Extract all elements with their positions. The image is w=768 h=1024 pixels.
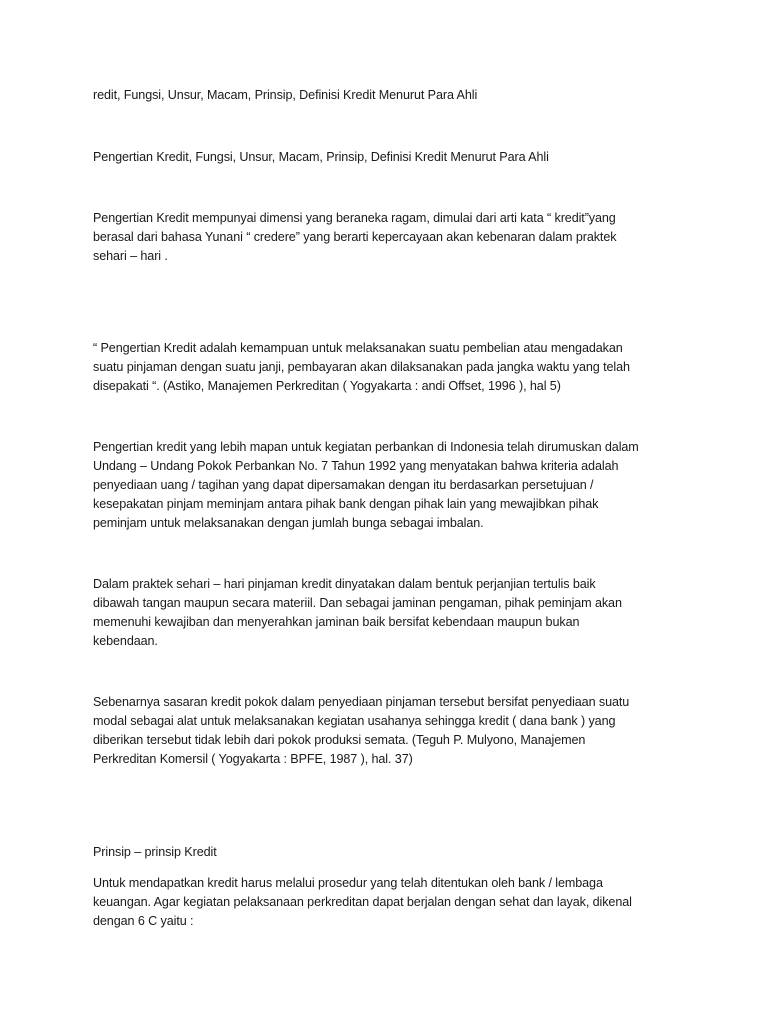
text-line: berasal dari bahasa Yunani “ credere” yang berarti kepercayaan akan kebenaran dalam praktek <box>93 230 617 244</box>
text-line: disepakati “. (Astiko, Manajemen Perkreditan ( Yogyakarta : andi Offset, 1996 ), hal 5) <box>93 379 561 393</box>
paragraph-astiko-quote <box>93 339 683 396</box>
text-line: penyediaan uang / tagihan yang dapat dipersamakan dengan itu berdasarkan persetujuan / <box>93 478 594 492</box>
text-line: modal sebagai alat untuk melaksanakan kegiatan usahanya sehingga kredit ( dana bank ) yang <box>93 714 616 728</box>
text-line: “ Pengertian Kredit adalah kemampuan untuk melaksanakan suatu pembelian atau mengadakan <box>93 341 623 355</box>
document-title: Pengertian Kredit, Fungsi, Unsur, Macam, Prinsip, Definisi Kredit Menurut Para Ahli <box>93 150 549 164</box>
text-line: Perkreditan Komersil ( Yogyakarta : BPFE, 1987 ), hal. 37) <box>93 752 413 766</box>
paragraph-kredit-dimension <box>93 209 683 266</box>
text-line: Sebenarnya sasaran kredit pokok dalam penyediaan pinjaman tersebut bersifat penyediaan suatu <box>93 695 630 709</box>
section-heading: Prinsip – prinsip Kredit <box>93 845 217 859</box>
paragraph-undang-undang <box>93 438 683 533</box>
text-line: sehari – hari . <box>93 249 168 263</box>
text-line: dengan 6 C yaitu : <box>93 914 194 928</box>
text-line: diberikan tersebut tidak lebih dari pokok produksi semata. (Teguh P. Mulyono, Manajemen <box>93 733 586 747</box>
text-line: memenuhi kewajiban dan menyerahkan jaminan baik bersifat kebendaan maupun bukan <box>93 615 580 629</box>
header-line: redit, Fungsi, Unsur, Macam, Prinsip, Definisi Kredit Menurut Para Ahli <box>93 88 478 102</box>
text-line: kebendaan. <box>93 634 158 648</box>
text-line: Undang – Undang Pokok Perbankan No. 7 Tahun 1992 yang menyatakan bahwa kriteria adalah <box>93 459 619 473</box>
text-line: Dalam praktek sehari – hari pinjaman kredit dinyatakan dalam bentuk perjanjian tertulis baik <box>93 577 596 591</box>
text-line: Pengertian kredit yang lebih mapan untuk kegiatan perbankan di Indonesia telah dirumuskan dalam <box>93 440 639 454</box>
text-line: Pengertian Kredit mempunyai dimensi yang beraneka ragam, dimulai dari arti kata “ kredit”yang <box>93 211 616 225</box>
text-line: dibawah tangan maupun secara materiil. Dan sebagai jaminan pengaman, pihak peminjam akan <box>93 596 622 610</box>
paragraph-sasaran-kredit <box>93 693 683 769</box>
text-line: peminjam untuk melaksanakan dengan jumlah bunga sebagai imbalan. <box>93 516 484 530</box>
text-line: kesepakatan pinjam meminjam antara pihak bank dengan pihak lain yang mewajibkan pihak <box>93 497 599 511</box>
text-line: Untuk mendapatkan kredit harus melalui prosedur yang telah ditentukan oleh bank / lembaga <box>93 876 603 890</box>
paragraph-praktek <box>93 575 683 651</box>
paragraph-prinsip-intro <box>93 874 683 931</box>
text-line: keuangan. Agar kegiatan pelaksanaan perkreditan dapat berjalan dengan sehat dan layak, dikenal <box>93 895 632 909</box>
text-line: suatu pinjaman dengan suatu janji, pembayaran akan dilaksanakan pada jangka waktu yang telah <box>93 360 630 374</box>
